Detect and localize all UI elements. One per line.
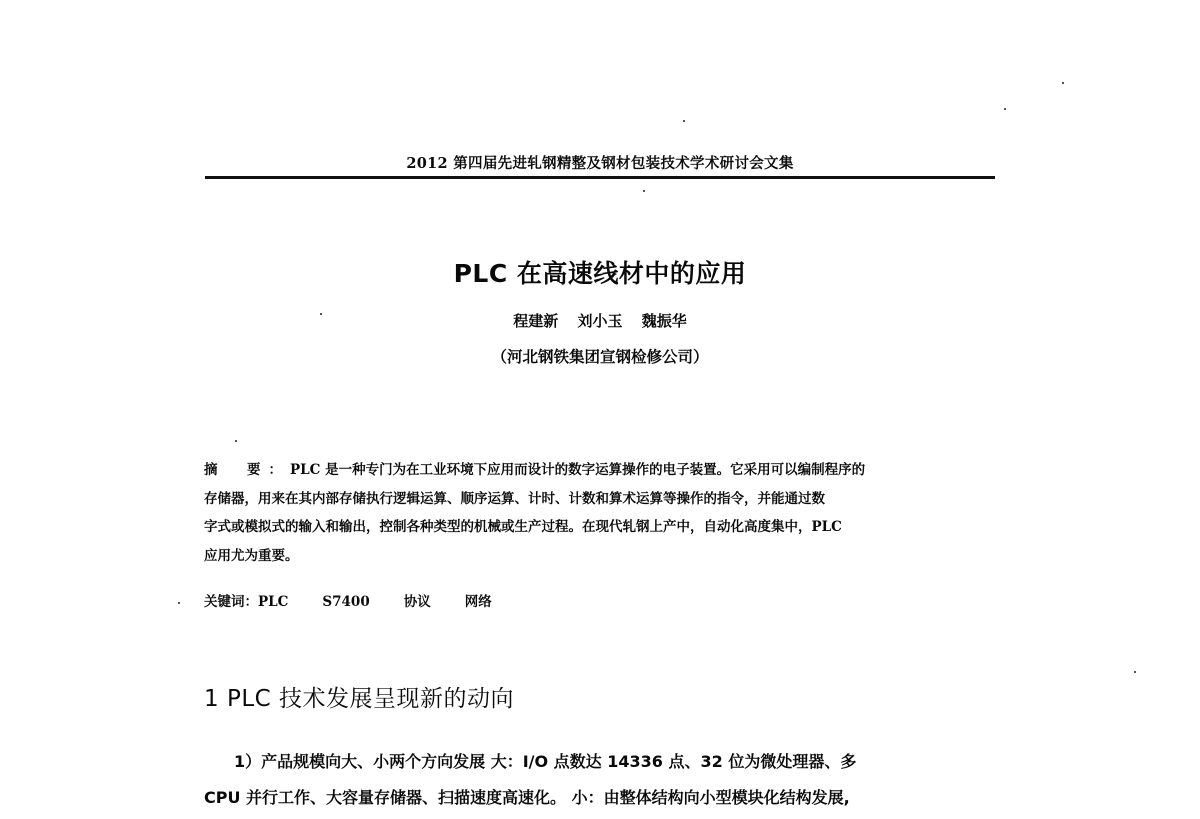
author-name: 程建新 <box>513 312 559 330</box>
scan-speck <box>178 602 180 604</box>
abstract-line: 应用尤为重要。 <box>204 547 299 564</box>
author-name: 魏振华 <box>641 312 687 330</box>
author-name: 刘小玉 <box>577 312 623 330</box>
header-rule <box>205 176 995 179</box>
keyword: 网络 <box>464 594 492 610</box>
abstract-line: 存储器，用来在其内部存储执行逻辑运算、顺序运算、计时、计数和算术运算等操作的指令，并能通过数 <box>204 490 825 507</box>
scan-speck <box>1004 108 1006 110</box>
abstract-line: 字式或模拟式的输入和输出，控制各种类型的机械或生产过程。在现代轧钢上产中，自动化高度集中，PLC <box>204 519 842 535</box>
scan-speck <box>683 120 685 122</box>
keywords-label: 关键词： <box>204 594 258 610</box>
scan-speck <box>235 440 237 442</box>
section-heading: 1 PLC 技术发展呈现新的动向 <box>204 686 514 712</box>
keyword: PLC <box>258 594 289 610</box>
body-line: 1）产品规模向大、小两个方向发展 大：I/O 点数达 14336 点、32 位为微处理器、多 <box>234 752 857 771</box>
author-list <box>0 310 1200 331</box>
body-paragraph <box>204 744 996 816</box>
body-line: CPU 并行工作、大容量存储器、扫描速度高速化。 小：由整体结构向小型模块化结构发展, <box>204 788 850 807</box>
scan-speck <box>1134 671 1136 673</box>
keyword: S7400 <box>322 594 370 610</box>
affiliation: （河北钢铁集团宣钢检修公司） <box>491 348 709 366</box>
scan-speck <box>1062 82 1064 84</box>
keyword: 协议 <box>403 594 431 610</box>
paper-title: PLC 在高速线材中的应用 <box>453 259 747 288</box>
abstract <box>204 456 996 570</box>
running-header: 2012 第四届先进轧钢精整及钢材包装技术学术研讨会文集 <box>406 155 794 172</box>
abstract-label: 摘 要： <box>204 462 290 478</box>
keywords <box>204 590 526 610</box>
abstract-line: 摘 要：PLC 是一种专门为在工业环境下应用而设计的数字运算操作的电子装置。它采用可以编制程序的 <box>204 462 866 478</box>
scan-speck <box>643 190 645 192</box>
scan-speck <box>320 313 322 315</box>
